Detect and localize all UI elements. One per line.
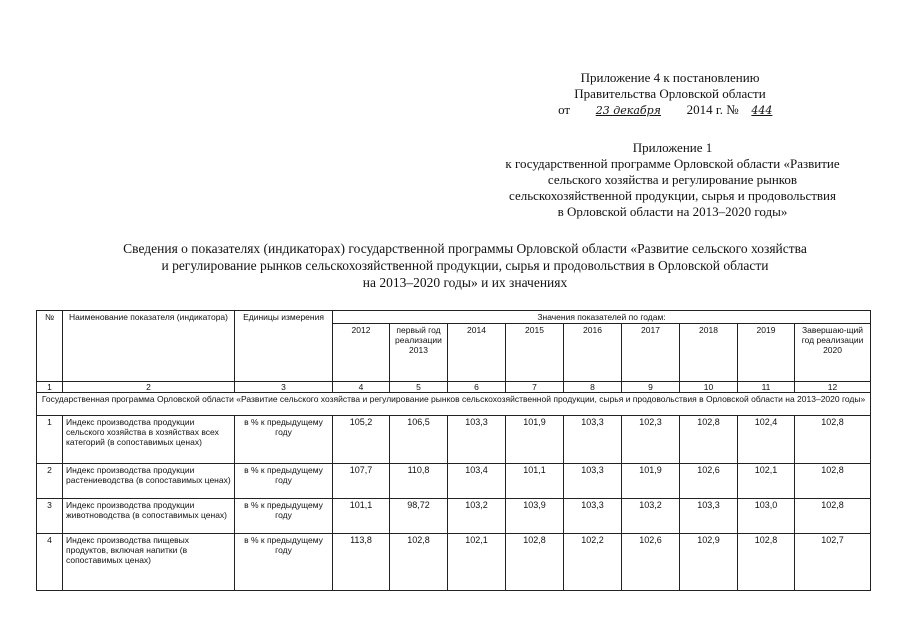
row-value: 103,9 (506, 499, 564, 534)
row-value: 103,4 (448, 464, 506, 499)
row-value: 102,4 (738, 416, 795, 464)
header-year: первый год реализации 2013 (390, 324, 448, 382)
header-year: 2017 (622, 324, 680, 382)
document-title (60, 240, 870, 291)
row-value: 102,8 (738, 534, 795, 591)
header-year: Завершаю-щий год реализации 2020 (795, 324, 871, 382)
row-value: 103,3 (680, 499, 738, 534)
column-number: 7 (506, 382, 564, 393)
row-value: 103,0 (738, 499, 795, 534)
column-number: 10 (680, 382, 738, 393)
row-name: Индекс производства продукции растениеводства (в сопоставимых ценах) (63, 464, 235, 499)
header-num: № (37, 311, 63, 382)
column-number: 3 (235, 382, 333, 393)
row-value: 103,3 (448, 416, 506, 464)
row-value: 102,7 (795, 534, 871, 591)
appendix1-line5: в Орловской области на 2013–2020 годы» (557, 204, 788, 219)
row-unit: в % к предыдущему году (235, 464, 333, 499)
header-unit: Единицы измерения (235, 311, 333, 382)
appendix4-year: 2014 г. № (686, 102, 739, 117)
header-year: 2019 (738, 324, 795, 382)
table-header-row (37, 311, 871, 324)
row-value: 101,1 (506, 464, 564, 499)
column-number: 12 (795, 382, 871, 393)
column-number: 8 (564, 382, 622, 393)
handwritten-number: 444 (751, 104, 773, 117)
header-values-group: Значения показателей по годам: (333, 311, 871, 324)
row-value: 102,6 (622, 534, 680, 591)
row-value: 103,2 (622, 499, 680, 534)
row-value: 102,3 (622, 416, 680, 464)
row-value: 102,8 (795, 499, 871, 534)
column-number: 5 (390, 382, 448, 393)
row-value: 102,8 (506, 534, 564, 591)
row-name: Индекс производства продукции животноводства (в сопоставимых ценах) (63, 499, 235, 534)
program-row (37, 393, 871, 416)
row-value: 106,5 (390, 416, 448, 464)
row-unit: в % к предыдущему году (235, 416, 333, 464)
table-row (37, 416, 871, 464)
header-year: 2018 (680, 324, 738, 382)
row-value: 103,3 (564, 499, 622, 534)
column-number: 4 (333, 382, 390, 393)
row-value: 98,72 (390, 499, 448, 534)
header-year: 2014 (448, 324, 506, 382)
row-num: 4 (37, 534, 63, 591)
column-number: 6 (448, 382, 506, 393)
row-value: 102,1 (448, 534, 506, 591)
header-year: 2015 (506, 324, 564, 382)
row-value: 103,2 (448, 499, 506, 534)
row-value: 113,8 (333, 534, 390, 591)
row-value: 102,9 (680, 534, 738, 591)
table-row (37, 499, 871, 534)
row-value: 101,9 (506, 416, 564, 464)
row-value: 102,6 (680, 464, 738, 499)
row-unit: в % к предыдущему году (235, 534, 333, 591)
row-value: 102,8 (680, 416, 738, 464)
appendix4-line2: Правительства Орловской области (574, 86, 766, 101)
row-value: 107,7 (333, 464, 390, 499)
row-name: Индекс производства продукции сельского хозяйства в хозяйствах всех категорий (в сопоставимых ценах) (63, 416, 235, 464)
appendix1-line1: Приложение 1 (632, 140, 713, 155)
row-value: 101,9 (622, 464, 680, 499)
appendix4-header (510, 70, 830, 119)
row-value: 102,8 (795, 416, 871, 464)
header-year: 2016 (564, 324, 622, 382)
row-value: 110,8 (390, 464, 448, 499)
header-name: Наименование показателя (индикатора) (63, 311, 235, 382)
row-name: Индекс производства пищевых продуктов, включая напитки (в сопоставимых ценах) (63, 534, 235, 591)
row-value: 105,2 (333, 416, 390, 464)
appendix1-line2: к государственной программе Орловской области «Развитие (505, 156, 840, 171)
appendix4-line1: Приложение 4 к постановлению (580, 70, 760, 85)
row-value: 102,8 (390, 534, 448, 591)
row-unit: в % к предыдущему году (235, 499, 333, 534)
handwritten-date: 23 декабря (595, 104, 661, 117)
appendix4-date-line (510, 102, 830, 119)
appendix1-header (440, 140, 905, 220)
row-value: 102,8 (795, 464, 871, 499)
row-num: 3 (37, 499, 63, 534)
row-num: 2 (37, 464, 63, 499)
table-row (37, 464, 871, 499)
program-title: Государственная программа Орловской области «Развитие сельского хозяйства и регулирование рынков сельскохозяйственной продукции, сырья и продовольствия в Орловской области на 2013–2020 годы» (37, 393, 871, 416)
title-line1: Сведения о показателях (индикаторах) государственной программы Орловской области «Развитие сельского хозяйства (123, 241, 807, 256)
column-number: 11 (738, 382, 795, 393)
row-value: 101,1 (333, 499, 390, 534)
row-value: 103,3 (564, 416, 622, 464)
title-line2: и регулирование рынков сельскохозяйственной продукции, сырья и продовольствия в Орловской области (161, 258, 769, 273)
appendix4-prefix: от (558, 102, 571, 117)
column-number: 1 (37, 382, 63, 393)
row-value: 102,1 (738, 464, 795, 499)
column-number: 2 (63, 382, 235, 393)
appendix1-line3: сельского хозяйства и регулирование рынков (547, 172, 798, 187)
header-year: 2012 (333, 324, 390, 382)
indicators-table (36, 310, 871, 591)
row-num: 1 (37, 416, 63, 464)
column-number: 9 (622, 382, 680, 393)
column-numbers-row (37, 382, 871, 393)
table-row (37, 534, 871, 591)
title-line3: на 2013–2020 годы» и их значениях (362, 275, 568, 290)
row-value: 102,2 (564, 534, 622, 591)
appendix1-line4: сельскохозяйственной продукции, сырья и продовольствия (509, 188, 836, 203)
row-value: 103,3 (564, 464, 622, 499)
